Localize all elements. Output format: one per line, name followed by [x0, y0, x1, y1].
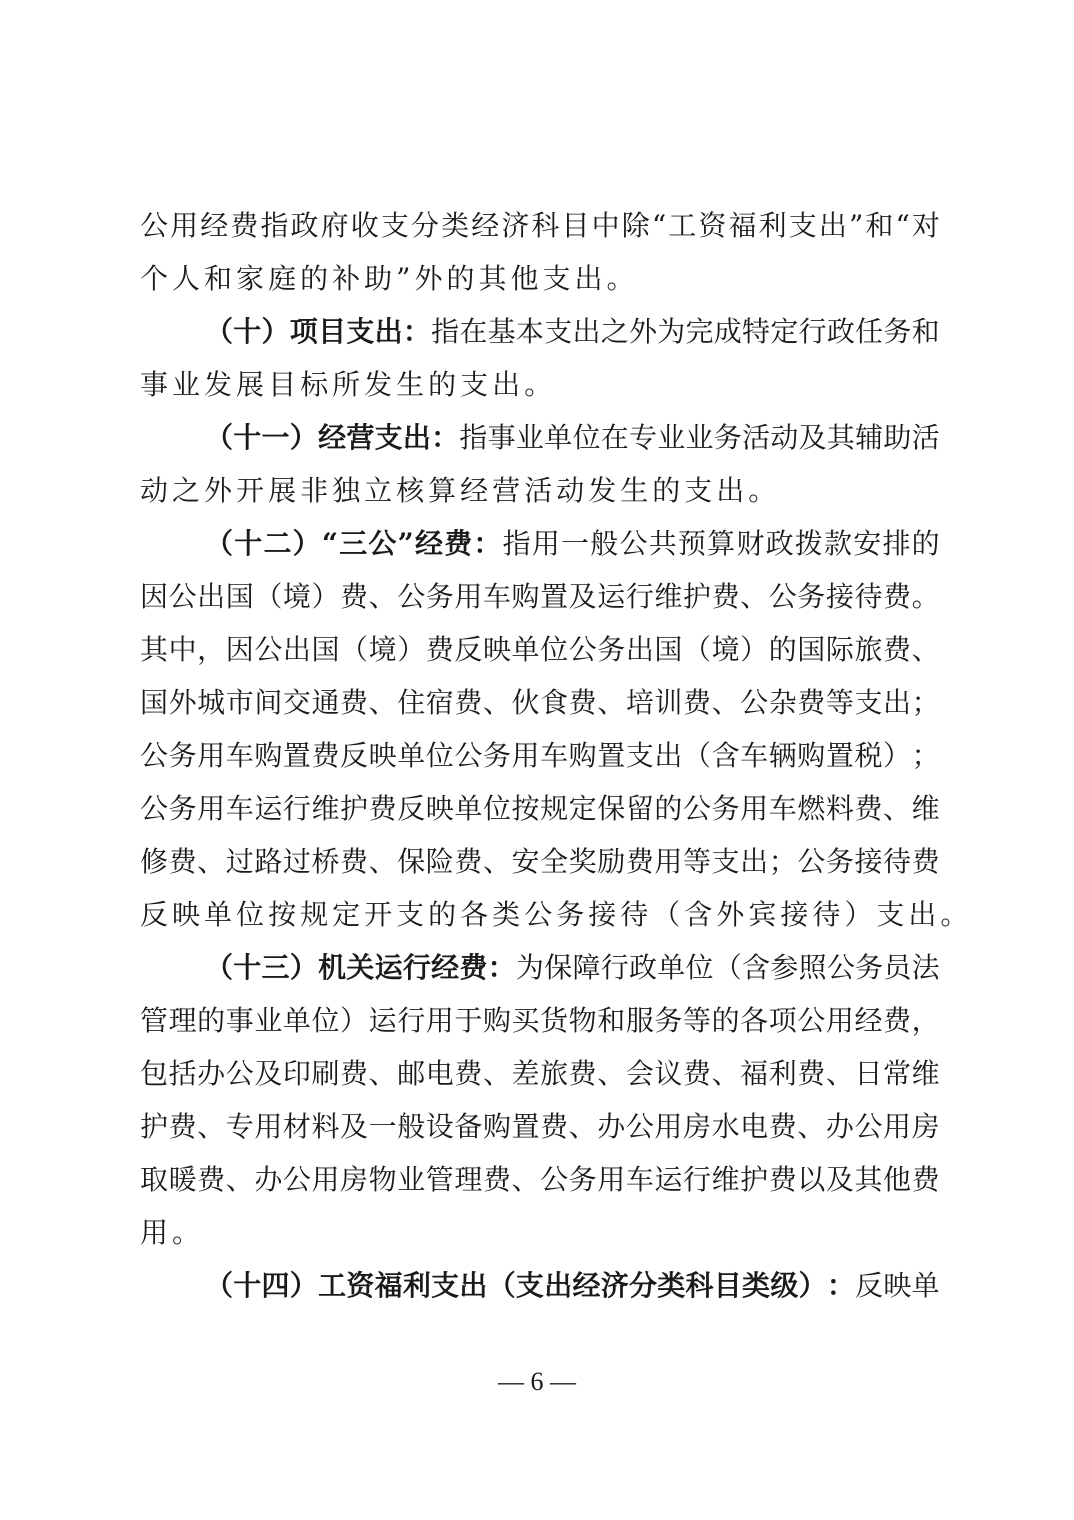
text-line: 事 业 发 展 目 标 所 发 生 的 支 出 。 [140, 368, 557, 401]
text-line: 动 之 外 开 展 非 独 立 核 算 经 营 活 动 发 生 的 支 出 。 [140, 474, 781, 507]
text-line: 公 务 用 车 购 置 费 反 映 单 位 公 务 用 车 购 置 支 出 （ 含 车 辆 购 置 税 ） ； [140, 739, 940, 772]
text-line: 其 中 ， 因 公 出 国 （ 境 ） 费 反 映 单 位 公 务 出 国 （ 境 ） 的 国 际 旅 费 、 [140, 633, 940, 666]
text-line: 个 人 和 家 庭 的 补 助 ” 外 的 其 他 支 出 。 [140, 262, 639, 295]
text-line: （ 十 一 ） 经 营 支 出 ： 指 事 业 单 位 在 专 业 业 务 活 动 及 其 辅 助 活 [205, 421, 940, 454]
text-line: 修 费 、 过 路 过 桥 费 、 保 险 费 、 安 全 奖 励 费 用 等 支 出 ； 公 务 接 待 费 [140, 845, 940, 878]
text-line: 护 费 、 专 用 材 料 及 一 般 设 备 购 置 费 、 办 公 用 房 水 电 费 、 办 公 用 房 [140, 1110, 940, 1143]
text-line: 国 外 城 市 间 交 通 费 、 住 宿 费 、 伙 食 费 、 培 训 费 、 公 杂 费 等 支 出 ； [140, 686, 940, 719]
text-line: （ 十 四 ） 工 资 福 利 支 出 （ 支 出 经 济 分 类 科 目 类 级 ） ： 反 映 单 [205, 1269, 940, 1302]
text-line: 公 务 用 车 运 行 维 护 费 反 映 单 位 按 规 定 保 留 的 公 务 用 车 燃 料 费 、 维 [140, 792, 940, 825]
text-line: 因 公 出 国 （ 境 ） 费 、 公 务 用 车 购 置 及 运 行 维 护 费 、 公 务 接 待 费 。 [140, 580, 940, 613]
text-line: （ 十 三 ） 机 关 运 行 经 费 ： 为 保 障 行 政 单 位 （ 含 参 照 公 务 员 法 [205, 951, 940, 984]
text-line: 取 暖 费 、 办 公 用 房 物 业 管 理 费 、 公 务 用 车 运 行 维 护 费 以 及 其 他 费 [140, 1163, 940, 1196]
body-text [140, 199, 973, 1312]
text-line: （ 十 二 ） “ 三 公 ” 经 费 ： 指 用 一 般 公 共 预 算 财 政 拨 款 安 排 的 [205, 527, 940, 560]
text-line: 反 映 单 位 按 规 定 开 支 的 各 类 公 务 接 待 （ 含 外 宾 接 待 ） 支 出 。 [140, 898, 973, 931]
text-line: （ 十 ） 项 目 支 出 ： 指 在 基 本 支 出 之 外 为 完 成 特 定 行 政 任 务 和 [205, 315, 940, 348]
text-line: 管 理 的 事 业 单 位 ） 运 行 用 于 购 买 货 物 和 服 务 等 的 各 项 公 用 经 费 ， [140, 1004, 940, 1037]
text-line: 用 。 [140, 1216, 205, 1249]
text-line: 包 括 办 公 及 印 刷 费 、 邮 电 费 、 差 旅 费 、 会 议 费 、 福 利 费 、 日 常 维 [140, 1057, 940, 1090]
text-line: 公 用 经 费 指 政 府 收 支 分 类 经 济 科 目 中 除 “ 工 资 福 利 支 出 ” 和 “ 对 [140, 209, 940, 242]
page-number: — 6 — [498, 1367, 576, 1396]
